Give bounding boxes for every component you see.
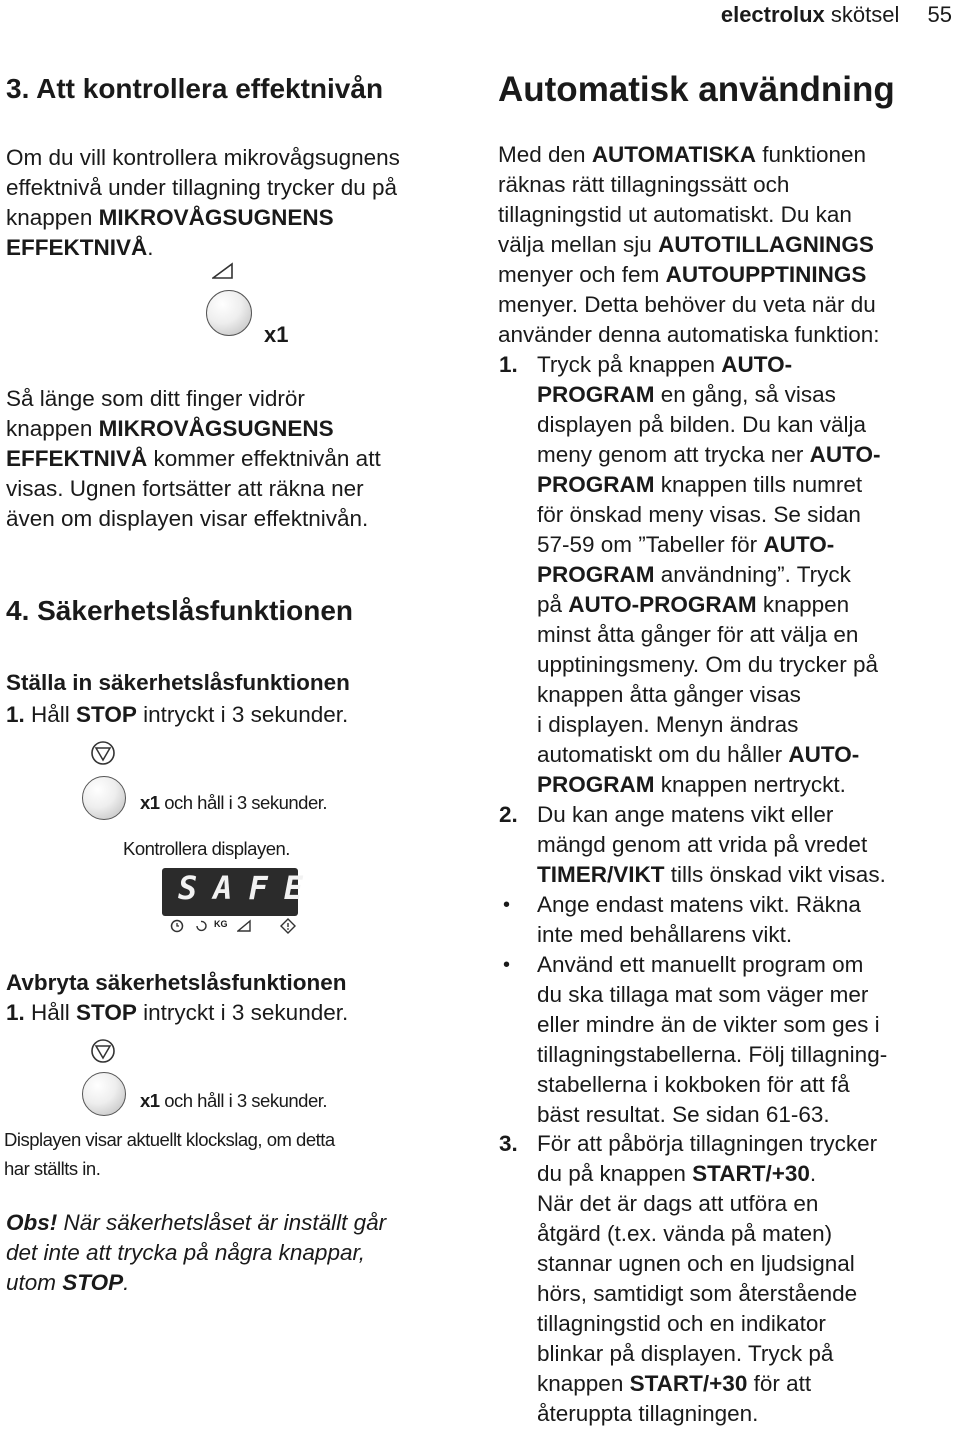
text-line: [537, 860, 959, 890]
text-line: [537, 470, 959, 500]
text-segment: i displayen. Menyn ändras: [537, 712, 799, 737]
text-line: [537, 650, 959, 680]
step-1: [499, 350, 959, 800]
text-segment: mängd genom att vrida på vredet: [537, 832, 868, 857]
text-line: Om du vill kontrollera mikrovågsugnens: [6, 145, 400, 170]
kg-indicator: KG: [214, 919, 228, 929]
text-segment: för önskad meny visas. Se sidan: [537, 502, 861, 527]
text-segment: intryckt i 3 sekunder.: [136, 702, 349, 727]
bold-text: EFFEKTNIVÅ: [6, 235, 148, 260]
text-segment: Håll: [24, 702, 77, 727]
bold-text: MIKROVÅGSUGNENS: [98, 416, 334, 441]
section-name: skötsel: [830, 2, 900, 27]
bold-text: STOP: [76, 1000, 137, 1025]
text-segment: Använd ett manuellt program om: [537, 952, 864, 977]
power-level-knob[interactable]: [206, 290, 252, 336]
bold-text: EFFEKTNIVÅ: [6, 446, 148, 471]
bold-text: PROGRAM: [537, 382, 655, 407]
text-line: har ställts in.: [4, 1158, 101, 1179]
bold-text: AUTO-: [788, 742, 860, 767]
text-line: [6, 203, 476, 233]
text-segment: tillagningstabellerna. Följ tillagning-: [537, 1042, 888, 1067]
bold-text: PROGRAM: [537, 562, 655, 587]
text-line: [537, 590, 959, 620]
text-segment: Håll: [24, 1000, 77, 1025]
text-line: [498, 140, 958, 170]
text-line: [537, 410, 959, 440]
bold-text: AUTOTILLAGNINGS: [658, 232, 874, 257]
text-line: [537, 1279, 959, 1309]
bold-text: AUTO-: [721, 352, 793, 377]
text-segment: menyer. Detta behöver du veta när du: [498, 292, 876, 317]
text-segment: intryckt i 3 sekunder.: [136, 1000, 349, 1025]
text-segment: och håll i 3 sekunder.: [159, 792, 328, 813]
text-segment: knappen nertryckt.: [654, 772, 846, 797]
text-segment: tillagningstid och en indikator: [537, 1311, 826, 1336]
text-line: [537, 1249, 959, 1279]
text-line: [537, 560, 959, 590]
section-4-title: 4. Säkerhetslåsfunktionen: [6, 595, 354, 626]
text-segment: du ska tillaga mat som väger mer: [537, 982, 869, 1007]
obs-note: [6, 1208, 476, 1298]
stop-knob-instruction: [140, 792, 327, 814]
text-line: [6, 444, 476, 474]
bold-text: MIKROVÅGSUGNENS: [98, 205, 334, 230]
text-segment: på: [537, 592, 569, 617]
text-segment: .: [123, 1270, 130, 1295]
text-line: [537, 830, 959, 860]
text-segment: du på knappen: [537, 1161, 693, 1186]
bold-text: AUTOUPPTININGS: [665, 262, 867, 287]
text-segment: upptiningsmeny. Om du trycker på: [537, 652, 878, 677]
stop-knob-instruction: [140, 1090, 327, 1112]
text-line: [498, 320, 958, 350]
text-segment: minst åtta gånger för att välja en: [537, 622, 859, 647]
section-3-intro: [6, 143, 476, 263]
text-segment: kommer effektnivån att: [147, 446, 381, 471]
right-title: Automatisk användning: [498, 70, 895, 109]
text-line: [537, 1070, 959, 1100]
bullet-2: [503, 950, 959, 1130]
text-line: [498, 200, 958, 230]
text-segment: Tryck på knappen: [537, 352, 722, 377]
bold-text: AUTO-: [763, 532, 835, 557]
bold-text: AUTOMATISKA: [591, 142, 756, 167]
text-segment: 57-59 om ”Tabeller för: [537, 532, 764, 557]
text-line: [537, 380, 959, 410]
text-segment: knappen: [6, 205, 99, 230]
bold-text: Obs!: [6, 1210, 58, 1235]
bold-text: x1: [140, 792, 160, 813]
bold-text: TIMER/VIKT: [537, 862, 665, 887]
text-line: [499, 1129, 959, 1159]
text-line: [537, 1189, 959, 1219]
text-segment: För att påbörja tillagningen trycker: [537, 1131, 878, 1156]
text-segment: knappen: [756, 592, 850, 617]
text-line: [537, 1369, 959, 1399]
text-segment: knappen: [537, 1371, 630, 1396]
text-line: även om displayen visar effektnivån.: [6, 506, 369, 531]
text-line: [537, 620, 959, 650]
text-line: [498, 170, 958, 200]
step-number: 1.: [499, 352, 518, 377]
text-line: [537, 1040, 959, 1070]
text-segment: meny genom att trycka ner: [537, 442, 810, 467]
text-segment: •: [503, 894, 511, 916]
bold-text: PROGRAM: [537, 772, 655, 797]
cancel-lock-step: [6, 998, 348, 1028]
text-line: [503, 950, 959, 980]
bold-text: 1.: [6, 702, 25, 727]
section-3-title: 3. Att kontrollera effektnivån: [6, 73, 384, 104]
page-header: [721, 2, 952, 28]
text-line: [537, 500, 959, 530]
text-segment: stannar ugnen och en ljudsignal: [537, 1251, 855, 1276]
cancel-note: [4, 1125, 464, 1183]
text-segment: välja mellan sju: [498, 232, 659, 257]
text-segment: eller mindre än de vikter som ges i: [537, 1012, 880, 1037]
text-line: [6, 1268, 476, 1298]
text-segment: använder denna automatiska funktion:: [498, 322, 880, 347]
stop-icon: [90, 740, 116, 766]
text-line: [6, 414, 476, 444]
text-segment: När det är dags att utföra en: [537, 1191, 819, 1216]
text-segment: återuppta tillagningen.: [537, 1401, 759, 1426]
text-segment: hörs, samtidigt som återstående: [537, 1281, 858, 1306]
text-segment: .: [147, 235, 154, 260]
text-segment: knappen: [6, 416, 99, 441]
set-lock-subtitle: Ställa in säkerhetslåsfunktionen: [6, 670, 350, 695]
refresh-icon: [194, 919, 208, 933]
text-line: [537, 920, 959, 950]
text-segment: stabellerna i kokboken för att få: [537, 1072, 850, 1097]
step-number: 2.: [499, 802, 518, 827]
bold-text: STOP: [76, 702, 137, 727]
text-segment: automatiskt om du håller: [537, 742, 789, 767]
text-line: [537, 980, 959, 1010]
text-segment: åtgärd (t.ex. vända på maten): [537, 1221, 833, 1246]
text-segment: användning”. Tryck: [654, 562, 851, 587]
text-line: [537, 1309, 959, 1339]
text-line: [499, 350, 959, 380]
text-line: [537, 740, 959, 770]
bold-text: 1.: [6, 1000, 25, 1025]
text-line: Så länge som ditt finger vidrör: [6, 386, 305, 411]
text-segment: och håll i 3 sekunder.: [159, 1090, 328, 1111]
text-line: [537, 1339, 959, 1369]
text-segment: knappen åtta gånger visas: [537, 682, 801, 707]
text-segment: displayen på bilden. Du kan välja: [537, 412, 866, 437]
bold-text: AUTO-: [809, 442, 881, 467]
text-segment: funktionen: [755, 142, 867, 167]
bold-text: AUTO-PROGRAM: [568, 592, 757, 617]
knob-press-count: x1: [264, 322, 289, 347]
auto-intro: [498, 140, 958, 350]
text-segment: menyer och fem: [498, 262, 666, 287]
text-segment: utom: [6, 1270, 63, 1295]
text-line: [537, 1219, 959, 1249]
stop-icon: [90, 1038, 116, 1064]
text-segment: När säkerhetslåset är inställt går: [57, 1210, 387, 1235]
bold-text: START/+30: [692, 1161, 810, 1186]
section-3-body: [6, 384, 476, 534]
text-segment: •: [503, 954, 511, 976]
text-line: [498, 290, 958, 320]
text-line: [537, 1159, 959, 1189]
check-display-text: Kontrollera displayen.: [123, 838, 290, 859]
brand-name: electrolux: [720, 2, 825, 27]
text-segment: tillagningstid ut automatiskt. Du kan: [498, 202, 852, 227]
text-line: Displayen visar aktuellt klockslag, om detta: [4, 1129, 335, 1150]
text-segment: räknas rätt tillagningssätt och: [498, 172, 790, 197]
power-level-indicator-icon: [237, 919, 251, 933]
text-line: [537, 770, 959, 800]
text-segment: Du kan ange matens vikt eller: [537, 802, 834, 827]
bold-text: x1: [140, 1090, 160, 1111]
set-lock-step: [6, 700, 348, 730]
text-line: [537, 710, 959, 740]
text-line: [537, 1010, 959, 1040]
page-number: 55: [927, 2, 952, 27]
text-line: [6, 233, 476, 263]
lcd-display: [162, 868, 320, 916]
text-line: [6, 1208, 476, 1238]
text-line: effektnivå under tillagning trycker du på: [6, 175, 398, 200]
cancel-lock-subtitle: Avbryta säkerhetslåsfunktionen: [6, 970, 347, 995]
text-segment: bäst resultat. Se sidan 61-63.: [537, 1102, 830, 1127]
text-line: [499, 800, 959, 830]
step-2: [499, 800, 959, 890]
text-segment: .: [809, 1161, 817, 1186]
lcd-indicator-row: [162, 918, 302, 934]
bold-text: START/+30: [629, 1371, 748, 1396]
text-line: [498, 260, 958, 290]
text-line: [537, 440, 959, 470]
text-segment: blinkar på displayen. Tryck på: [537, 1341, 834, 1366]
text-line: [537, 1100, 959, 1130]
bold-text: PROGRAM: [537, 472, 655, 497]
lock-indicator-icon: [280, 918, 296, 934]
text-segment: för att: [747, 1371, 812, 1396]
text-segment: knappen tills numret: [654, 472, 863, 497]
clock-icon: [170, 919, 184, 933]
text-line: [537, 1399, 959, 1429]
text-line: [503, 890, 959, 920]
stop-knob[interactable]: [82, 776, 126, 820]
text-line: det inte att trycka på några knappar,: [6, 1240, 365, 1265]
step-number: 3.: [499, 1131, 518, 1156]
bullet-1: [503, 890, 959, 950]
text-segment: Ange endast matens vikt. Räkna: [537, 892, 861, 917]
step-3: [499, 1129, 959, 1429]
lcd-text: SAFE: [178, 869, 320, 907]
text-segment: tills önskad vikt visas.: [664, 862, 886, 887]
text-line: [537, 680, 959, 710]
stop-knob[interactable]: [82, 1072, 126, 1116]
text-segment: Med den: [498, 142, 592, 167]
text-line: visas. Ugnen fortsätter att räkna ner: [6, 476, 364, 501]
bold-text: STOP: [62, 1270, 124, 1295]
text-line: [537, 530, 959, 560]
text-segment: en gång, så visas: [654, 382, 836, 407]
text-segment: inte med behållarens vikt.: [537, 922, 793, 947]
text-line: [498, 230, 958, 260]
power-level-icon: [212, 262, 234, 280]
